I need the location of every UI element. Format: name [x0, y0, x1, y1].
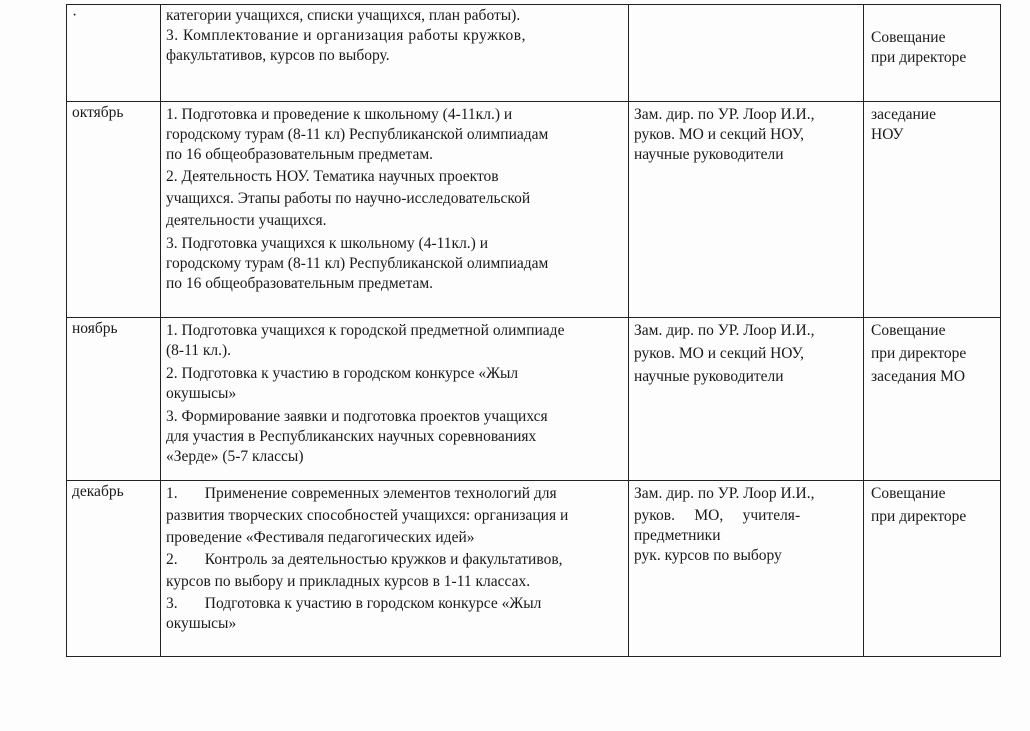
form-line: Совещание — [871, 29, 946, 46]
activity-line: курсов по выбору и прикладных курсов в 1-11 классах. — [166, 573, 531, 590]
table-row — [67, 318, 1001, 481]
responsible-line: руков. МО и секций НОУ, — [634, 345, 804, 362]
month-cell — [67, 318, 161, 481]
month-cell — [67, 5, 161, 102]
activity-line: проведение «Фестиваля педагогических идей» — [166, 529, 475, 546]
responsible-line: руков. МО, учителя- — [634, 507, 801, 524]
activity-line: для участия в Республиканских научных соревнованиях — [166, 428, 537, 445]
work-plan-table — [66, 4, 1001, 657]
activity-line: «Зерде» (5-7 классы) — [166, 448, 304, 465]
activity-line: по 16 общеобразовательным предметам. — [166, 146, 434, 163]
activity-line: 3. Подготовка к участию в городском конкурсе «Жыл — [166, 595, 542, 612]
activity-line: факультативов, курсов по выбору. — [166, 47, 390, 64]
form-line: при директоре — [871, 345, 967, 362]
activities-cell — [161, 318, 629, 481]
table-row — [67, 5, 1001, 102]
responsible-cell — [629, 5, 864, 102]
month-label: · — [72, 7, 78, 24]
activity-line: окушысы» — [166, 615, 237, 632]
activity-line: категории учащихся, списки учащихся, план работы). — [166, 7, 521, 24]
activity-line: 3. Подготовка учащихся к школьному (4-11кл.) и — [166, 235, 489, 252]
activity-line: городскому турам (8-11 кл) Республиканской олимпиадам — [166, 126, 549, 143]
responsible-line: руков. МО и секций НОУ, — [634, 126, 804, 143]
activity-line: городскому турам (8-11 кл) Республиканской олимпиадам — [166, 255, 549, 272]
activity-line: по 16 общеобразовательным предметам. — [166, 275, 434, 292]
month-label: октябрь — [72, 104, 124, 121]
activities-cell — [161, 102, 629, 318]
month-label: ноябрь — [72, 320, 118, 337]
activities-cell — [161, 481, 629, 657]
form-line: Совещание — [871, 322, 946, 339]
form-line: НОУ — [871, 126, 904, 143]
activity-line: 3. Формирование заявки и подготовка проектов учащихся — [166, 408, 548, 425]
form-cell — [864, 5, 1001, 102]
activity-line: 2. Деятельность НОУ. Тематика научных проектов — [166, 168, 499, 185]
activities-cell — [161, 5, 629, 102]
responsible-cell — [629, 102, 864, 318]
month-cell — [67, 102, 161, 318]
activity-line: развития творческих способностей учащихся: организация и — [166, 507, 569, 524]
responsible-cell — [629, 318, 864, 481]
month-cell — [67, 481, 161, 657]
form-line: заседание — [871, 106, 936, 123]
activity-line: деятельности учащихся. — [166, 212, 327, 229]
activity-line: 1. Применение современных элементов технологий для — [166, 485, 557, 502]
responsible-cell — [629, 481, 864, 657]
activity-line: 1. Подготовка учащихся к городской предметной олимпиаде — [166, 322, 565, 339]
responsible-line: научные руководители — [634, 368, 784, 385]
activity-line: учащихся. Этапы работы по научно-исследовательской — [166, 190, 531, 207]
activity-line: 2. Контроль за деятельностью кружков и факультативов, — [166, 551, 563, 568]
activity-line: 3. Комплектование и организация работы кружков, — [166, 27, 526, 44]
responsible-line: научные руководители — [634, 146, 784, 163]
form-line: заседания МО — [871, 368, 966, 385]
responsible-line: Зам. дир. по УР. Лоор И.И., — [634, 485, 815, 502]
activity-line: 2. Подготовка к участию в городском конкурсе «Жыл — [166, 365, 519, 382]
responsible-line: рук. курсов по выбору — [634, 547, 782, 564]
table-row — [67, 102, 1001, 318]
activity-line: (8-11 кл.). — [166, 342, 232, 359]
activity-line: окушысы» — [166, 385, 237, 402]
form-cell — [864, 318, 1001, 481]
month-label: декабрь — [72, 483, 124, 500]
responsible-line: предметники — [634, 527, 721, 544]
form-line: Совещание — [871, 485, 946, 502]
table-row — [67, 481, 1001, 657]
form-line: при директоре — [871, 508, 967, 525]
responsible-line: Зам. дир. по УР. Лоор И.И., — [634, 322, 815, 339]
activity-line: 1. Подготовка и проведение к школьному (4-11кл.) и — [166, 106, 513, 123]
form-cell — [864, 481, 1001, 657]
form-line: при директоре — [871, 49, 967, 66]
form-cell — [864, 102, 1001, 318]
responsible-line: Зам. дир. по УР. Лоор И.И., — [634, 106, 815, 123]
